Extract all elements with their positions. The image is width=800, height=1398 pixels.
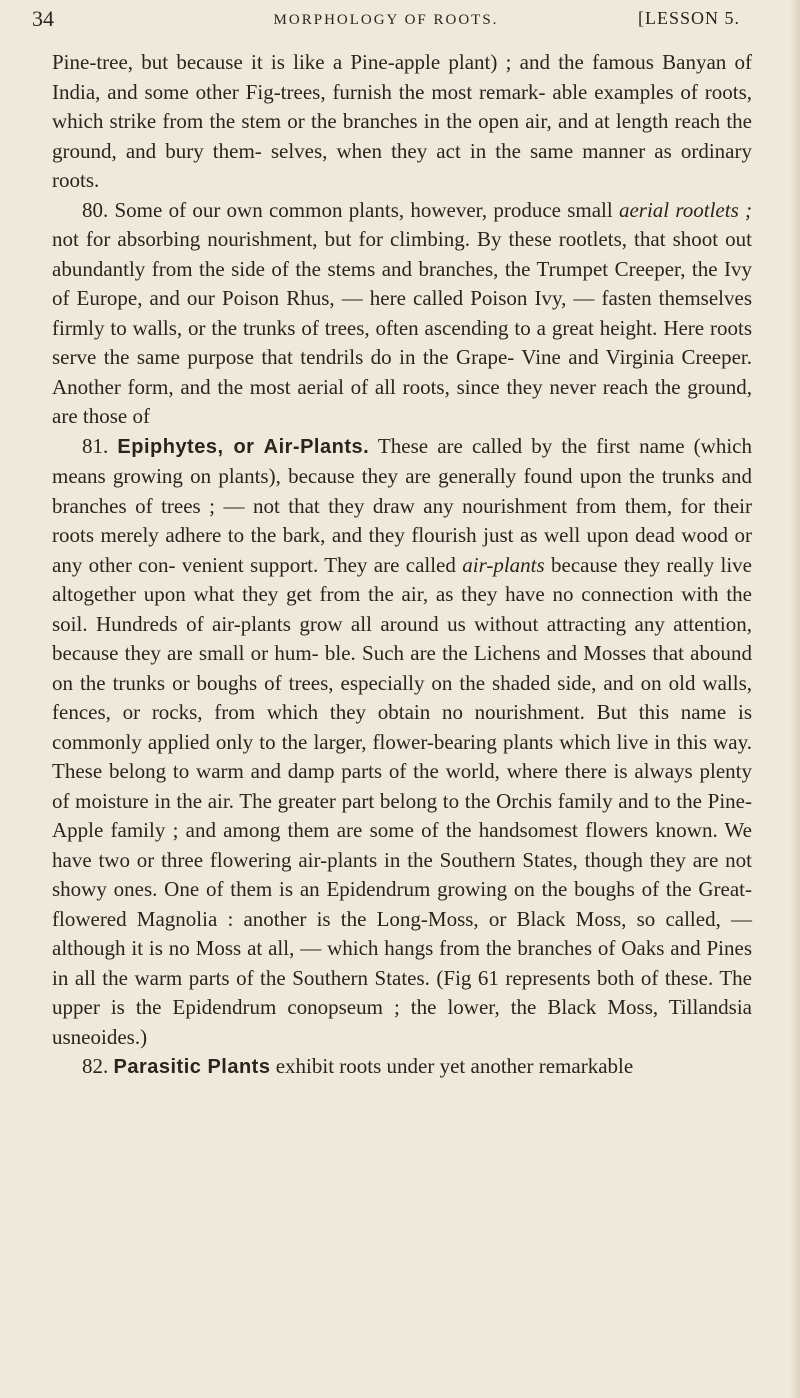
italic-term: air-plants [462,552,545,577]
paragraph-text: because they really live altogether upon what they get from the air, as they have no connection with the soil. Hundreds of air-plants grow all around us without attracting any attention, because they are small or hum- ble. Such are the Lichens and Mosses that abound on the trunks or boughs of trees, especially on the shaded side, and on old walls, fences, or rocks, from which they obtain no nourishment. But this name is commonly applied only to the larger, flower-bearing plants which live in this way. These belong to warm and damp parts of the world, where there is always plenty of moisture in the air. The greater part belong to the Orchis family and to the Pine-Apple family ; and among them are some of the handsomest flowers known. We have two or three flowering air-plants in the Southern States, though they are not showy ones. One of them is an Epidendrum growing on the boughs of the Great-flowered Magnolia : another is the Long-Moss, or Black Moss, so called, — although it is no Moss at all, — which hangs from the branches of Oaks and Pines in all the warm parts of the Southern States. (Fig 61 represents both of these. The upper is the Epidendrum conopseum ; the lower, the Black Moss, Tillandsia usneoides.) [52,552,752,1049]
lesson-label: [LESSON 5. [637,8,740,28]
paragraph-number: 82. [82,1054,114,1078]
paragraph-text: exhibit roots under yet another remarkable [270,1054,634,1078]
paragraph-text: These are called by the first name (which means growing on plants), because they are generally found upon the trunks and branches of trees ; — not that they draw any nourishment from them, for their roots merely adhere to the bark, and they flourish just as well upon dead wood or any other con- venient support. They are called [52,433,752,577]
paragraph-text: 80. Some of our own common plants, however, produce small [82,197,619,222]
page-edge [790,0,800,1398]
paragraph-number: 81. [82,433,118,458]
page-number: 34 [32,6,54,31]
paragraph-text: not for absorbing nourishment, but for climbing. By these rootlets, that shoot out abundantly from the side of the stems and branches, the Trumpet Creeper, the Ivy of Europe, and our Poison Rhus, — here called Poison Ivy, — fasten themselves firmly to walls, or the trunks of trees, often ascending to a great height. Here roots serve the same purpose that tendrils do in the Grape- Vine and Virginia Creeper. Another form, and the most aerial of all roots, since they never reach the ground, are those of [52,227,752,428]
paragraph-82 [52,1052,752,1083]
paragraph-continued [52,48,752,196]
section-heading: Epiphytes, or Air-Plants. [117,435,370,458]
italic-term: aerial rootlets ; [618,197,752,222]
section-heading: Parasitic Plants [113,1056,271,1078]
running-title: MORPHOLOGY OF ROOTS. [273,12,499,28]
running-header [32,6,740,34]
paragraph-81 [52,432,752,1053]
body-text [52,48,752,1083]
paragraph-text: Pine-tree, but because it is like a Pine-apple plant) ; and the famous Banyan of India, and some other Fig-trees, furnish the most remark- able examples of roots, which strike from the stem or the branches in the open air, and at length reach the ground, and bury them- selves, when they act in the same manner as ordinary roots. [52,50,752,192]
paragraph-80 [52,196,752,432]
